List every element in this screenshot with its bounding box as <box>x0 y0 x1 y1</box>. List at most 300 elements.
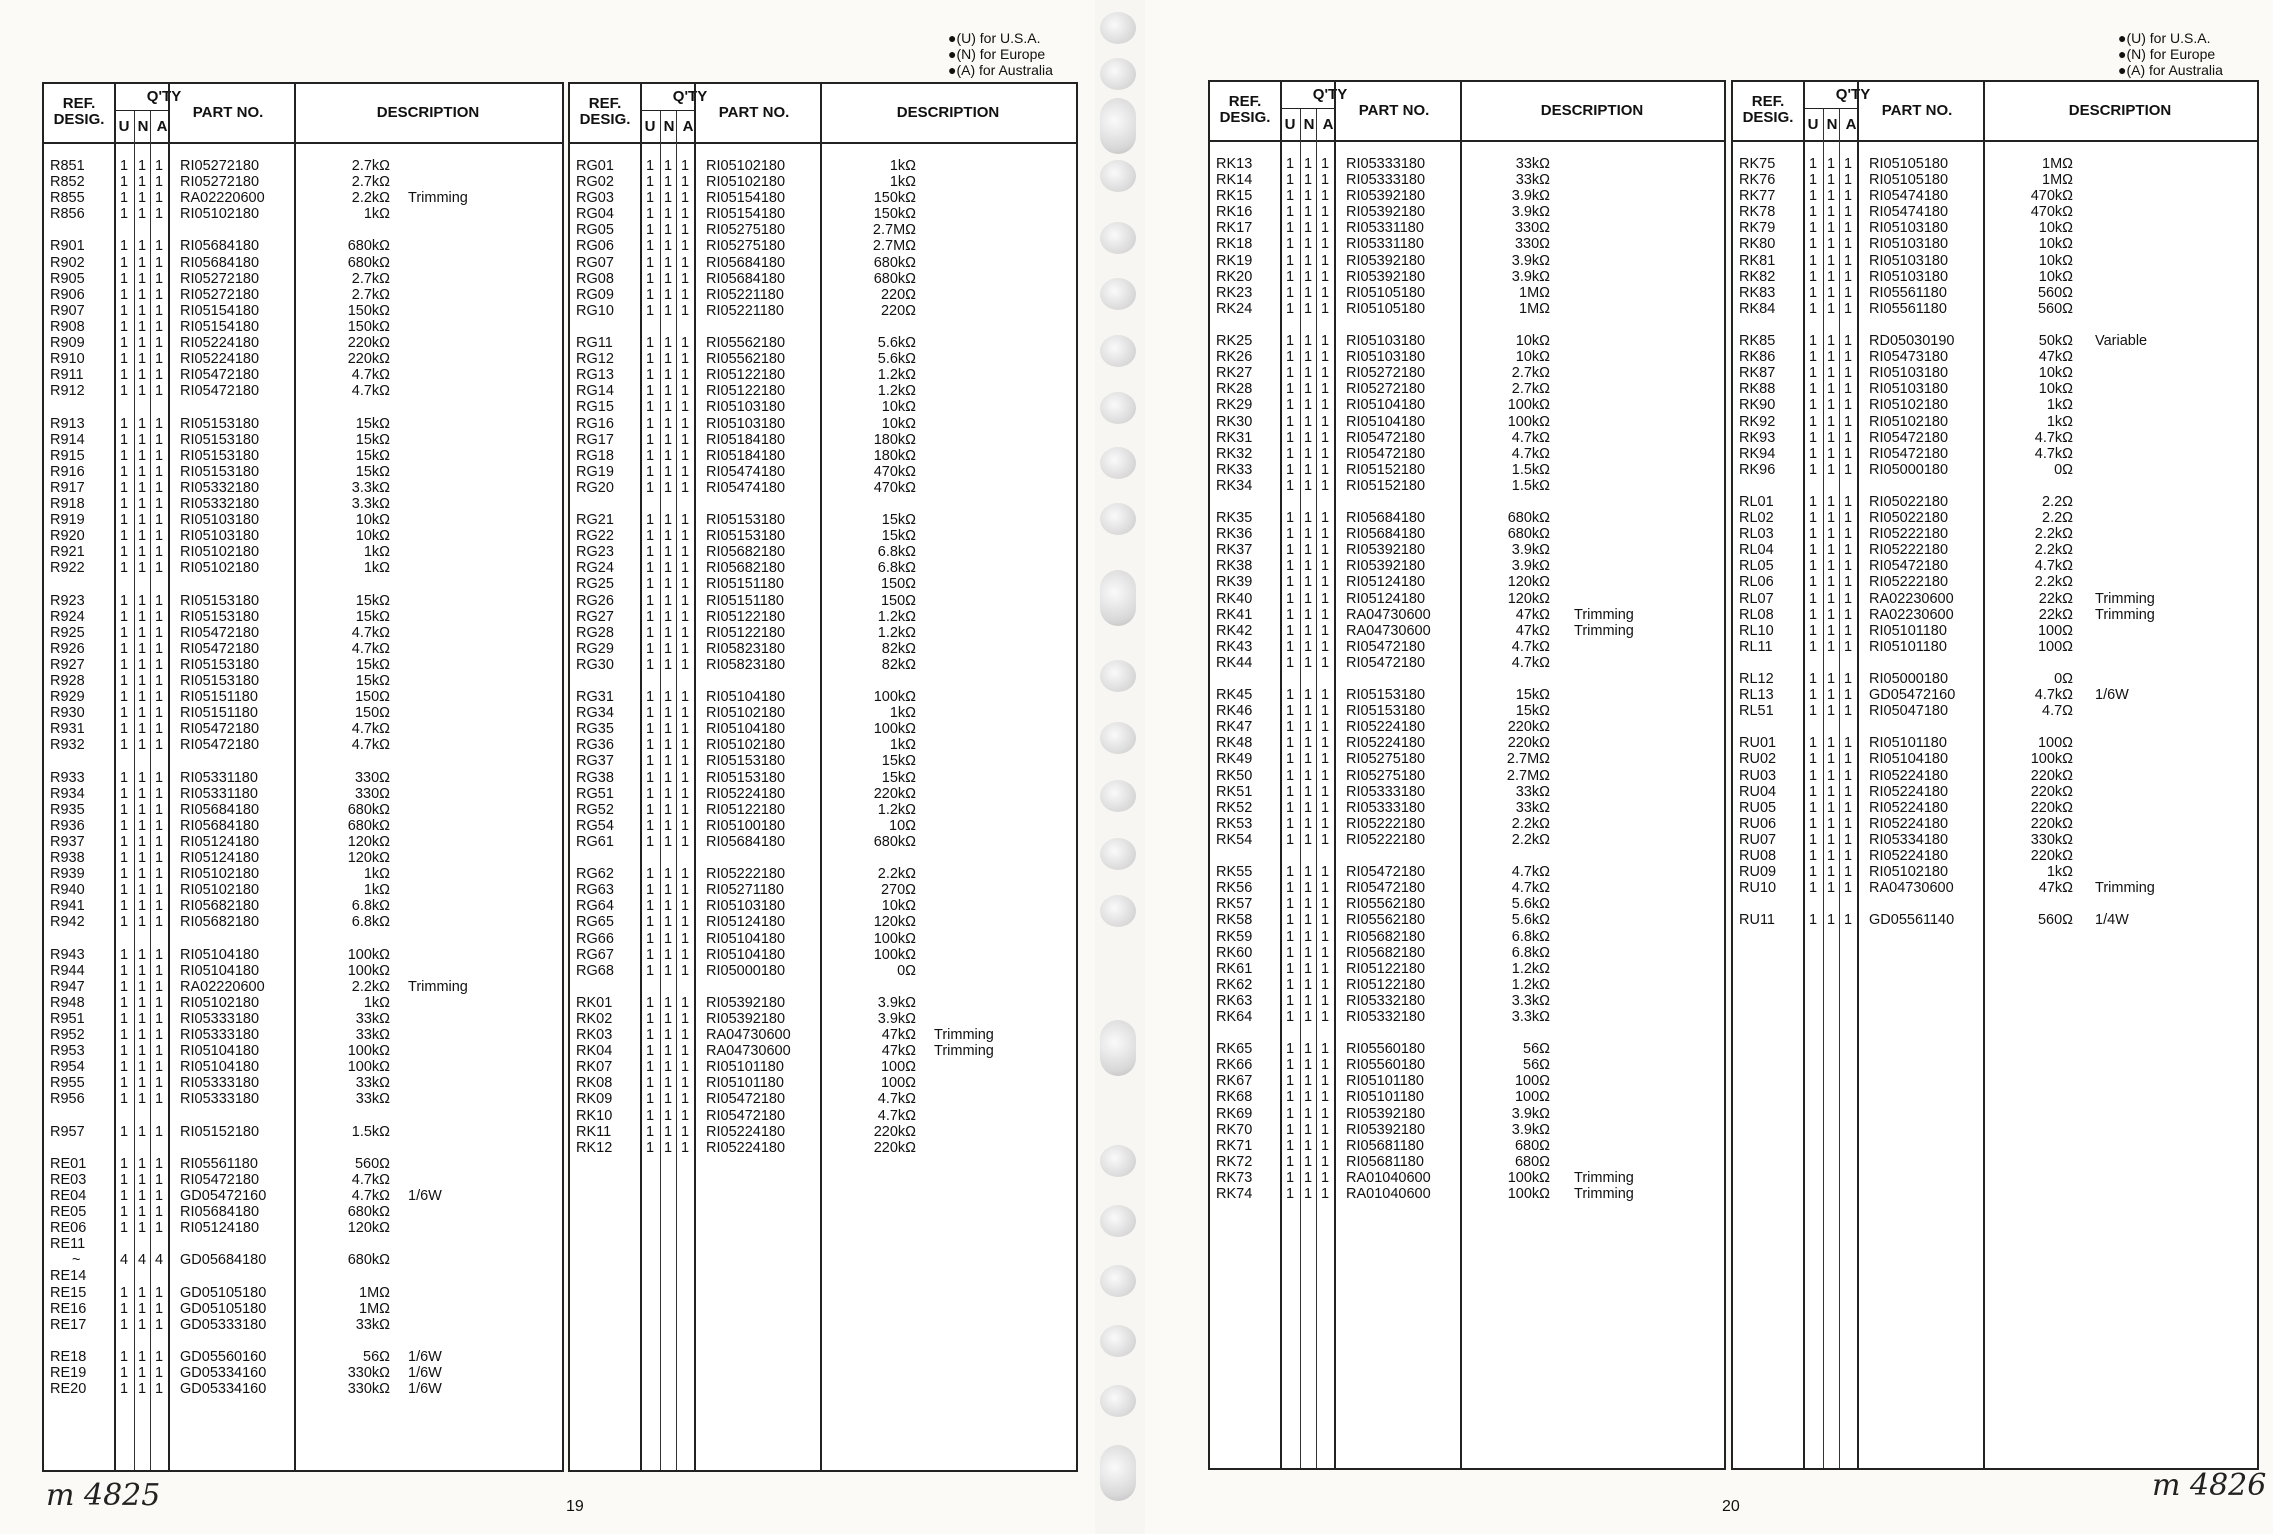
value: 680kΩ <box>873 833 916 850</box>
ref-designator: RK19 <box>1216 252 1253 269</box>
qty-u: 1 <box>119 673 129 689</box>
qty-a: 1 <box>1843 671 1853 687</box>
qty-n: 1 <box>1826 526 1836 543</box>
table-row <box>570 593 1076 609</box>
part-number: RI05472180 <box>180 383 260 400</box>
qty-u: 1 <box>645 415 655 432</box>
value: 120kΩ <box>347 1220 390 1237</box>
qty-a: 1 <box>1320 156 1330 172</box>
table-row <box>1210 751 1724 767</box>
value: 4.7kΩ <box>877 1091 916 1108</box>
qty-u: 1 <box>645 624 655 641</box>
qty-u: 1 <box>645 994 655 1011</box>
qty-n: 1 <box>137 447 147 464</box>
ref-designator: RK66 <box>1216 1057 1253 1074</box>
qty-n: 1 <box>137 801 147 818</box>
table-row <box>570 335 1076 351</box>
row-spacer <box>1210 671 1724 687</box>
qty-u: 1 <box>119 1365 129 1382</box>
qty-u: 1 <box>119 254 129 271</box>
table-header <box>1210 82 1724 142</box>
ref-designator: RG54 <box>576 817 614 834</box>
ref-designator: RG19 <box>576 463 614 480</box>
value: 470kΩ <box>2030 204 2073 221</box>
part-number: RI05151180 <box>706 592 784 609</box>
table-row <box>1733 687 2257 703</box>
qty-u: 1 <box>1285 574 1295 591</box>
part-number: RI05392180 <box>706 994 786 1011</box>
qty-a: 1 <box>1320 751 1330 768</box>
value: 33kΩ <box>355 1091 390 1108</box>
ref-designator: R941 <box>50 898 85 915</box>
ref-designator: RK57 <box>1216 896 1253 913</box>
qty-n: 1 <box>137 528 147 545</box>
part-number: RI05392180 <box>1346 558 1426 575</box>
value: 10kΩ <box>2038 381 2073 398</box>
part-number: RI05333180 <box>180 1027 260 1044</box>
value: 2.7kΩ <box>351 286 390 303</box>
ref-designator: R937 <box>50 833 85 850</box>
qty-u: 1 <box>645 431 655 448</box>
qty-u: 1 <box>119 994 129 1011</box>
qty-a: 1 <box>154 640 164 657</box>
qty-a: 1 <box>154 1300 164 1317</box>
part-number: RI05823180 <box>706 656 786 673</box>
ref-designator: R855 <box>50 190 85 207</box>
qty-u: 1 <box>119 206 129 223</box>
value: 10kΩ <box>881 399 916 416</box>
ref-designator: RG34 <box>576 705 614 722</box>
value: 330kΩ <box>2030 831 2073 848</box>
table-row <box>44 657 562 673</box>
row-spacer <box>1733 896 2257 912</box>
qty-n: 1 <box>137 898 147 915</box>
qty-a: 1 <box>680 801 690 818</box>
ref-designator: R936 <box>50 817 85 834</box>
part-number: RI05224180 <box>1869 783 1949 800</box>
qty-a: 1 <box>154 1059 164 1076</box>
table-row <box>44 1027 562 1043</box>
qty-a: 1 <box>154 528 164 545</box>
value: 100kΩ <box>347 1043 390 1060</box>
part-number: RI05684180 <box>180 238 260 255</box>
part-number: RI05101180 <box>1346 1073 1424 1090</box>
qty-n: 1 <box>1303 477 1313 494</box>
qty-u: 1 <box>119 1381 129 1398</box>
qty-n: 1 <box>1303 703 1313 720</box>
qty-n: 1 <box>1826 365 1836 382</box>
table-row <box>44 383 562 399</box>
qty-header-divider <box>1803 108 1857 109</box>
table-row <box>1210 655 1724 671</box>
table-row <box>44 963 562 979</box>
qty-n: 1 <box>137 383 147 400</box>
qty-n: 1 <box>1826 638 1836 655</box>
table-row <box>44 898 562 914</box>
table-row <box>570 174 1076 190</box>
qty-u: 1 <box>119 544 129 561</box>
ref-designator: RG25 <box>576 576 614 593</box>
qty-a: 1 <box>154 769 164 786</box>
qty-n: 1 <box>663 560 673 577</box>
part-number: GD05105180 <box>180 1284 267 1301</box>
part-number: RI05102180 <box>180 206 260 223</box>
qty-u: 1 <box>119 1188 129 1204</box>
ref-designator: RG52 <box>576 801 614 818</box>
qty-n: 1 <box>137 1188 147 1204</box>
qty-n: 1 <box>1826 671 1836 687</box>
binder-ring-icon <box>1100 447 1136 479</box>
value: 560Ω <box>354 1155 390 1172</box>
qty-n: 1 <box>1826 236 1836 253</box>
part-number: RI05122180 <box>706 383 786 400</box>
qty-u: 1 <box>119 190 129 207</box>
qty-u: 1 <box>119 1027 129 1044</box>
value: 680Ω <box>1514 1153 1550 1170</box>
ref-designator: RK37 <box>1216 542 1253 559</box>
value: 47kΩ <box>1515 606 1550 623</box>
value: 330kΩ <box>347 1381 390 1398</box>
table-row <box>1210 1041 1724 1057</box>
qty-n: 1 <box>137 994 147 1011</box>
ref-designator: RK23 <box>1216 284 1253 301</box>
ref-designator: RK45 <box>1216 687 1253 704</box>
table-row <box>44 1285 562 1301</box>
qty-n: 1 <box>137 914 147 931</box>
value: 1kΩ <box>363 994 390 1011</box>
qty-a: 1 <box>1320 944 1330 961</box>
part-number: RI05104180 <box>180 946 260 963</box>
qty-a: 1 <box>680 1027 690 1044</box>
table-row <box>1733 848 2257 864</box>
ref-designator: RK80 <box>1739 236 1776 253</box>
qty-u: 1 <box>1808 333 1818 350</box>
value: 10kΩ <box>2038 252 2073 269</box>
qty-a: 1 <box>154 1284 164 1301</box>
qty-n: 1 <box>137 1075 147 1092</box>
table-row <box>570 190 1076 206</box>
qty-u: 1 <box>1808 735 1818 752</box>
qty-n: 1 <box>1826 590 1836 607</box>
part-number: RI05104180 <box>1346 413 1426 430</box>
qty-u: 1 <box>119 785 129 802</box>
part-number: RA01040600 <box>1346 1169 1431 1186</box>
ref-designator: R923 <box>50 592 85 609</box>
table-row <box>44 303 562 319</box>
value: 4.7kΩ <box>351 624 390 641</box>
qty-n: 1 <box>1303 767 1313 784</box>
value: 680kΩ <box>1507 510 1550 527</box>
qty-a: 1 <box>680 447 690 464</box>
qty-a: 1 <box>1320 413 1330 430</box>
description: Trimming <box>1574 1169 1634 1186</box>
qty-n: 1 <box>137 1204 147 1221</box>
ref-designator: RG04 <box>576 206 614 223</box>
qty-n: 1 <box>137 318 147 335</box>
binder-ring-icon <box>1100 58 1136 90</box>
part-number: RI05153180 <box>180 463 260 480</box>
value: 3.3kΩ <box>351 479 390 496</box>
qty-n: 1 <box>137 1365 147 1382</box>
value: 10Ω <box>889 817 916 834</box>
value: 33kΩ <box>1515 799 1550 816</box>
part-number: RI05105180 <box>1346 300 1426 317</box>
qty-a: 1 <box>154 833 164 850</box>
ref-designator: RK81 <box>1739 252 1776 269</box>
qty-a: 1 <box>154 270 164 287</box>
part-number: RI05224180 <box>706 1123 786 1140</box>
qty-a: 1 <box>1843 204 1853 221</box>
ref-designator: RG11 <box>576 335 613 352</box>
qty-a: 1 <box>1843 429 1853 446</box>
qty-n: 1 <box>1826 735 1836 752</box>
part-number: RD05030190 <box>1869 333 1955 350</box>
qty-n: 1 <box>1826 574 1836 591</box>
qty-a: 1 <box>154 978 164 995</box>
part-number: RI05103180 <box>1869 236 1949 253</box>
table-row <box>44 786 562 802</box>
part-number: RI05684180 <box>1346 526 1426 543</box>
table-row <box>570 914 1076 930</box>
qty-u: 1 <box>1285 703 1295 720</box>
ref-designator: RG06 <box>576 238 614 255</box>
qty-a: 1 <box>680 1107 690 1124</box>
qty-u: 1 <box>1285 381 1295 398</box>
table-row <box>44 802 562 818</box>
ref-designator: RK55 <box>1216 864 1253 881</box>
value: 1MΩ <box>1519 300 1550 317</box>
qty-u: 1 <box>1808 220 1818 237</box>
qty-n: 1 <box>663 190 673 207</box>
table-row <box>570 287 1076 303</box>
value: 1.2kΩ <box>877 383 916 400</box>
qty-u: 1 <box>119 898 129 915</box>
qty-a: 1 <box>154 1171 164 1188</box>
row-spacer <box>570 850 1076 866</box>
table-row <box>1210 156 1724 172</box>
qty-a: 1 <box>154 1220 164 1237</box>
qty-u: 1 <box>645 705 655 722</box>
part-number: RI05047180 <box>1869 703 1949 720</box>
qty-u: 1 <box>645 206 655 223</box>
value: 100Ω <box>2037 735 2073 752</box>
header-desig-label: DESIG. <box>1742 109 1794 126</box>
ref-designator: R925 <box>50 624 85 641</box>
ref-designator: RG23 <box>576 544 614 561</box>
qty-n: 1 <box>1826 622 1836 639</box>
qty-u: 1 <box>119 447 129 464</box>
qty-a: 1 <box>680 512 690 529</box>
qty-n: 1 <box>137 1300 147 1317</box>
part-number: RI05684180 <box>180 1204 260 1221</box>
qty-a: 1 <box>1320 204 1330 221</box>
table-row <box>570 657 1076 673</box>
description: Trimming <box>1574 606 1634 623</box>
part-number: RI05472180 <box>706 1107 786 1124</box>
table-row <box>570 576 1076 592</box>
table-row <box>570 705 1076 721</box>
qty-n: 1 <box>663 335 673 352</box>
table-row <box>44 1156 562 1172</box>
qty-u: 1 <box>1285 976 1295 993</box>
binder-ring-icon <box>1100 895 1136 927</box>
table-row <box>1210 945 1724 961</box>
part-number: RI05221180 <box>706 302 784 319</box>
table-row <box>570 963 1076 979</box>
qty-n: 1 <box>1303 735 1313 752</box>
qty-u: 1 <box>1285 445 1295 462</box>
qty-n: 1 <box>137 238 147 255</box>
ref-designator: R909 <box>50 335 85 352</box>
header-a: A <box>1322 116 1334 133</box>
qty-a: 1 <box>1843 333 1853 350</box>
ref-designator: R932 <box>50 737 85 754</box>
value: 47kΩ <box>1515 622 1550 639</box>
value: 2.2Ω <box>2042 493 2073 510</box>
qty-a: 1 <box>1843 300 1853 317</box>
value: 10kΩ <box>2038 220 2073 237</box>
qty-n: 1 <box>663 914 673 931</box>
ref-designator: RK35 <box>1216 510 1253 527</box>
qty-u: 1 <box>1285 333 1295 350</box>
qty-u: 1 <box>645 592 655 609</box>
part-number: RA02230600 <box>1869 590 1954 607</box>
table-row <box>570 464 1076 480</box>
binder-ring-icon <box>1100 278 1136 310</box>
ref-designator: RK54 <box>1216 831 1253 848</box>
value: 470kΩ <box>2030 188 2073 205</box>
part-number: RI05100180 <box>706 817 786 834</box>
value: 3.9kΩ <box>1511 268 1550 285</box>
value: 1kΩ <box>363 866 390 883</box>
part-number: RI05472180 <box>1346 445 1426 462</box>
value: 2.2kΩ <box>2034 526 2073 543</box>
value: 1kΩ <box>889 158 916 174</box>
qty-u: 1 <box>119 1043 129 1060</box>
part-number: RI05104180 <box>180 1059 260 1076</box>
value: 1.5kΩ <box>1511 477 1550 494</box>
value: 1kΩ <box>363 882 390 899</box>
qty-n: 1 <box>1303 461 1313 478</box>
qty-a: 1 <box>154 898 164 915</box>
qty-a: 1 <box>154 1381 164 1398</box>
qty-n: 1 <box>137 190 147 207</box>
qty-u: 1 <box>119 512 129 529</box>
qty-a: 1 <box>154 689 164 706</box>
qty-n: 1 <box>137 158 147 174</box>
table-row <box>1733 880 2257 896</box>
qty-u: 1 <box>1808 864 1818 881</box>
qty-n: 1 <box>1826 268 1836 285</box>
table-row <box>44 271 562 287</box>
ref-designator: RK79 <box>1739 220 1776 237</box>
table-row <box>44 1043 562 1059</box>
qty-a: 1 <box>154 962 164 979</box>
ref-designator: RE05 <box>50 1204 87 1221</box>
qty-n: 1 <box>137 351 147 368</box>
qty-a: 1 <box>1320 429 1330 446</box>
table-row <box>1733 301 2257 317</box>
table-row <box>1733 607 2257 623</box>
qty-a: 1 <box>1320 268 1330 285</box>
description: Trimming <box>934 1043 994 1060</box>
qty-u: 1 <box>119 833 129 850</box>
value: 150Ω <box>354 689 390 706</box>
row-spacer <box>1210 317 1724 333</box>
qty-n: 1 <box>1826 493 1836 510</box>
binder-ring-icon <box>1100 392 1136 424</box>
qty-header-divider <box>114 110 168 111</box>
part-number: RI05333180 <box>180 1010 260 1027</box>
qty-u: 1 <box>119 1316 129 1333</box>
ref-designator: RK10 <box>576 1107 613 1124</box>
qty-n: 1 <box>1303 622 1313 639</box>
part-number: RI05472180 <box>1869 558 1949 575</box>
ref-designator: RK04 <box>576 1043 613 1060</box>
header-ref-label: REF. <box>62 95 96 112</box>
header-part-no: PART NO. <box>718 104 790 121</box>
table-row <box>1210 832 1724 848</box>
part-number: RI05392180 <box>1346 204 1426 221</box>
part-number: RI05332180 <box>180 495 260 512</box>
value: 1kΩ <box>889 174 916 191</box>
qty-n: 1 <box>1303 1041 1313 1058</box>
part-number: GD05560160 <box>180 1348 267 1365</box>
qty-u: 1 <box>645 721 655 738</box>
qty-u: 1 <box>645 898 655 915</box>
qty-a: 1 <box>154 1027 164 1044</box>
part-number: RI05153180 <box>180 673 260 689</box>
ref-designator: RE11 <box>50 1236 86 1253</box>
row-spacer <box>44 399 562 415</box>
part-number: RI05122180 <box>706 624 786 641</box>
qty-u: 1 <box>645 914 655 931</box>
header-part-no: PART NO. <box>1881 102 1953 119</box>
part-number: RI05154180 <box>706 206 786 223</box>
qty-a: 1 <box>1320 236 1330 253</box>
header-qty: Q'TY <box>672 88 708 105</box>
table-row <box>570 383 1076 399</box>
qty-a: 1 <box>1843 848 1853 865</box>
table-row <box>1210 381 1724 397</box>
table-row <box>1733 446 2257 462</box>
table-row <box>44 979 562 995</box>
qty-n: 1 <box>137 1220 147 1237</box>
value: 100Ω <box>880 1075 916 1092</box>
qty-a: 1 <box>1320 976 1330 993</box>
qty-u: 1 <box>119 866 129 883</box>
ref-designator: RK25 <box>1216 333 1253 350</box>
qty-a: 1 <box>680 898 690 915</box>
qty-a: 1 <box>680 656 690 673</box>
part-number: RI05102180 <box>706 737 786 754</box>
part-number: RI05472180 <box>1869 429 1949 446</box>
table-row <box>1733 430 2257 446</box>
part-number: RI05684180 <box>180 817 260 834</box>
qty-u: 1 <box>645 302 655 319</box>
qty-n: 1 <box>1826 558 1836 575</box>
qty-u: 1 <box>645 1010 655 1027</box>
qty-n: 1 <box>1303 300 1313 317</box>
value: 15kΩ <box>355 673 390 689</box>
table-row <box>570 737 1076 753</box>
table-row <box>44 1059 562 1075</box>
qty-u: 1 <box>119 351 129 368</box>
parts-table-2 <box>568 82 1078 1472</box>
value: 2.2Ω <box>2042 510 2073 527</box>
part-number: RI05474180 <box>706 479 786 496</box>
ref-designator: RE17 <box>50 1316 87 1333</box>
